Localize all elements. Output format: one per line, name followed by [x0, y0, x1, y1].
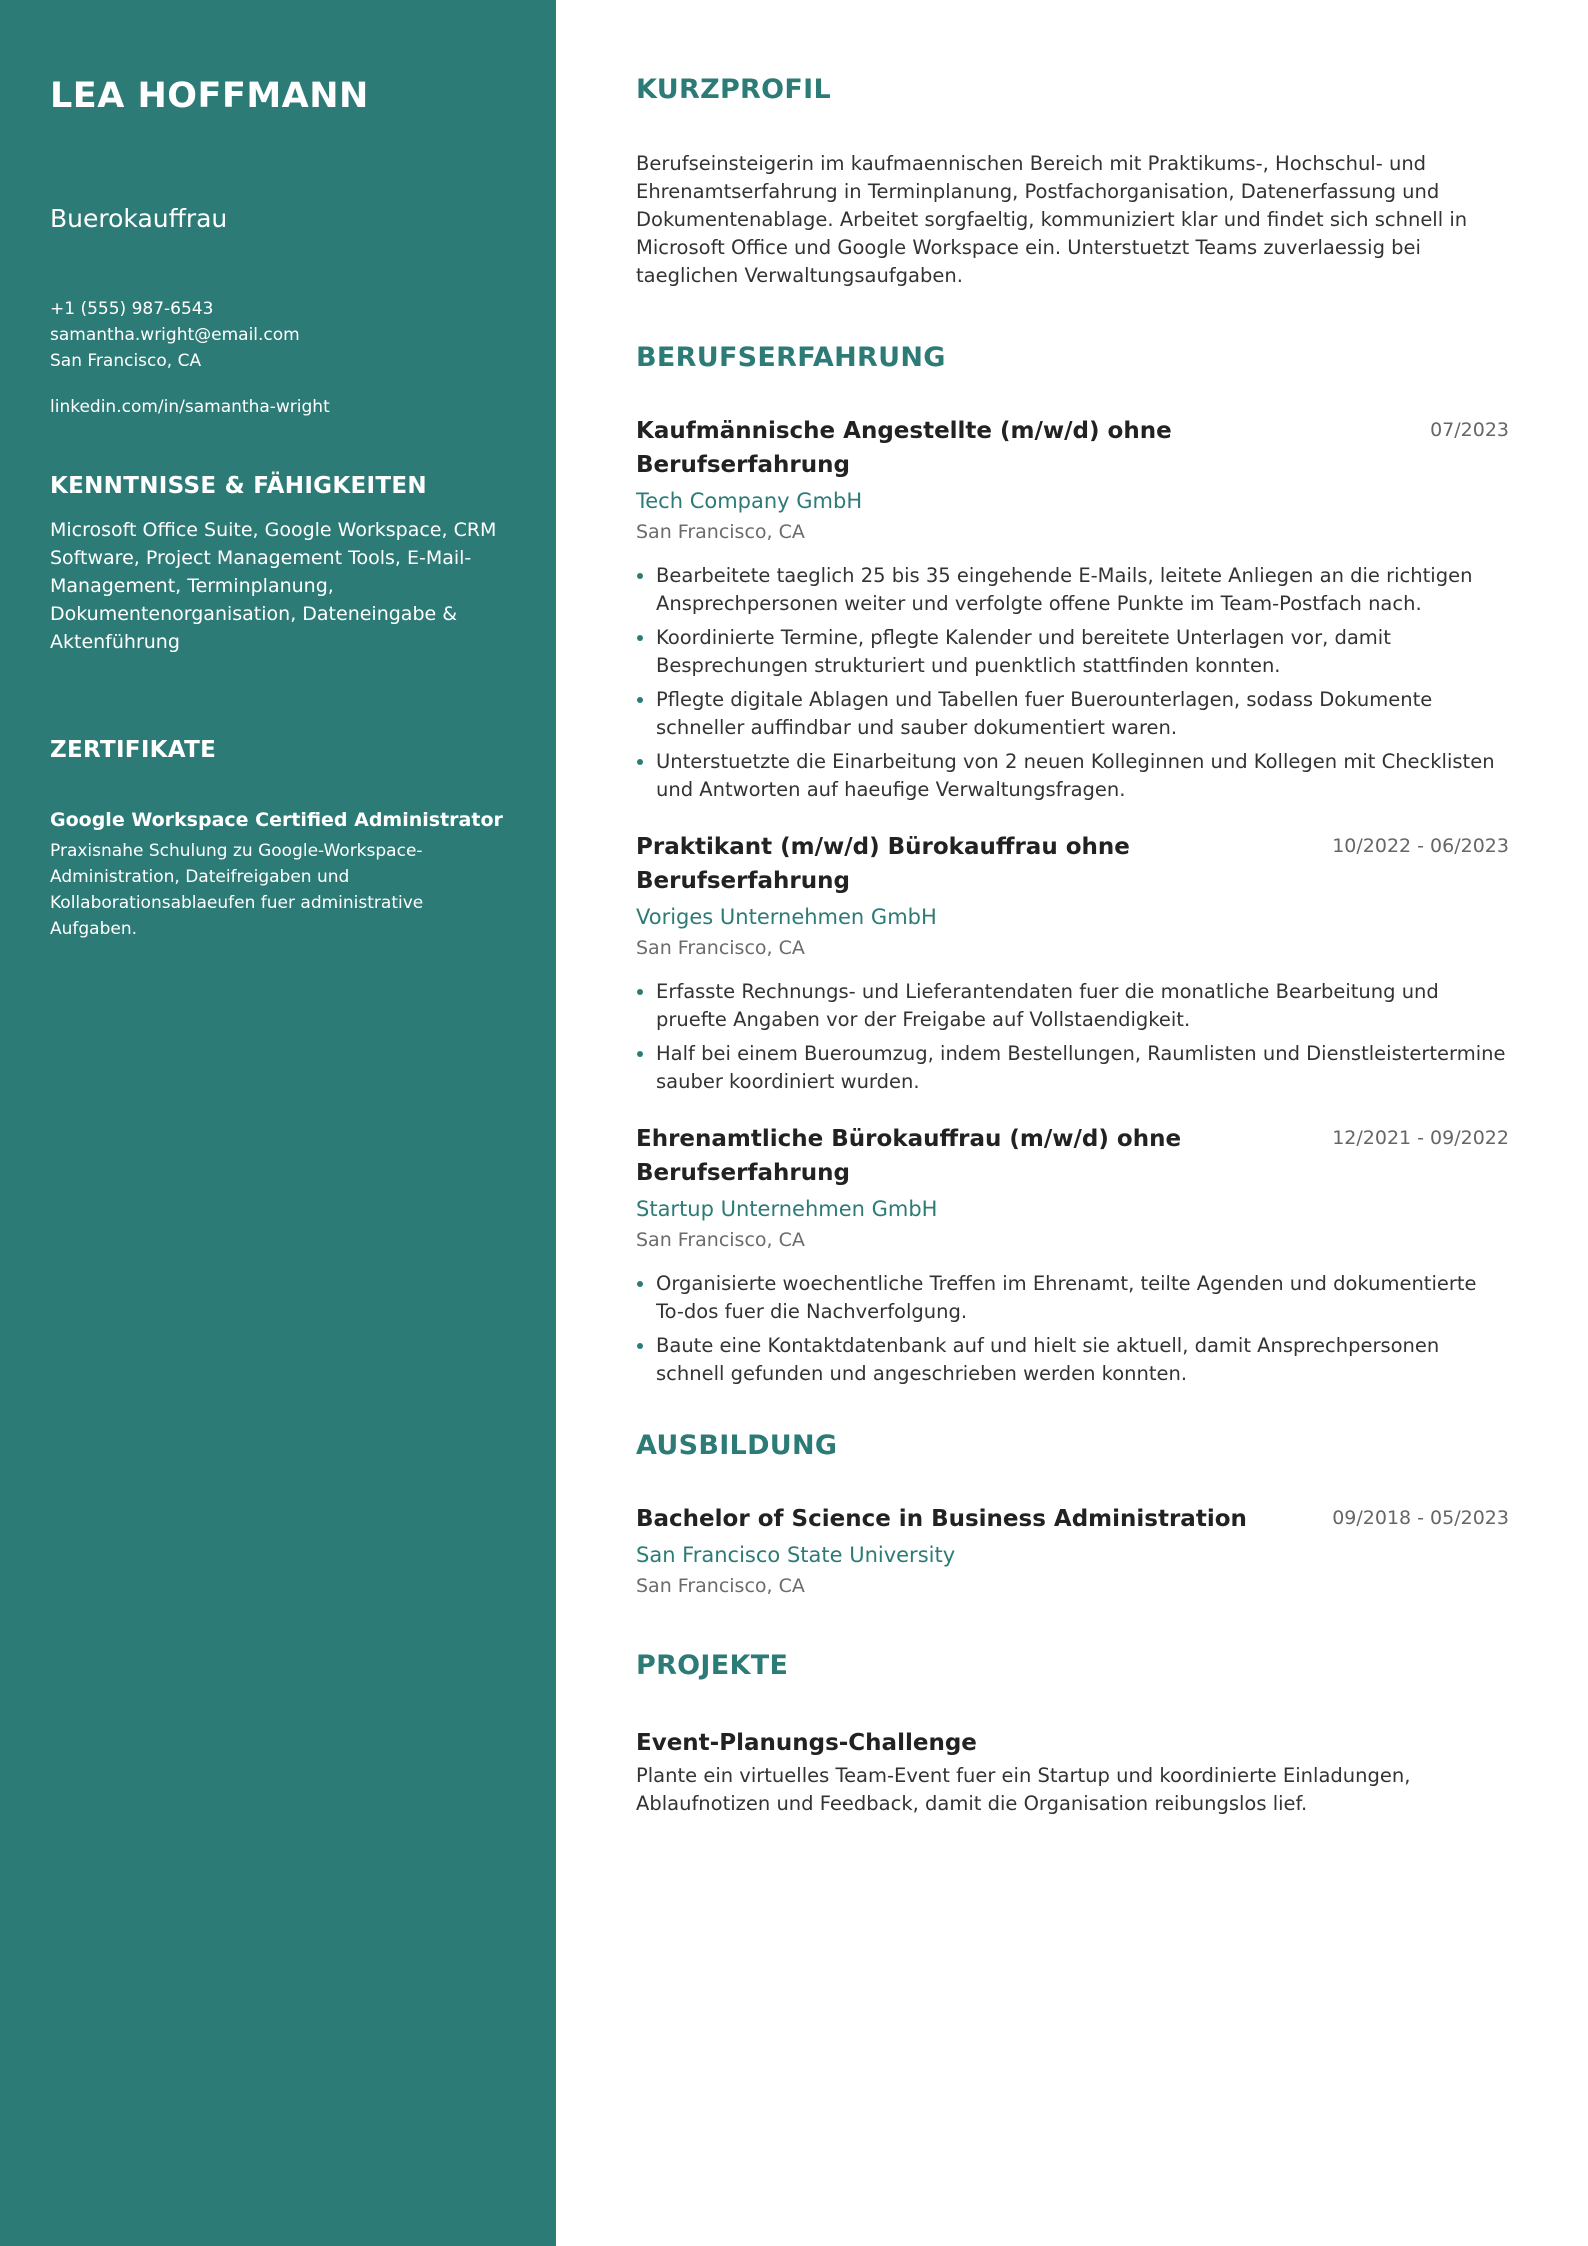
experience-heading: BERUFSERFAHRUNG — [636, 342, 946, 373]
entry-school: San Francisco State University — [636, 1543, 956, 1567]
bullet-list — [636, 978, 1509, 1096]
bullet-item: Organisierte woechentliche Treffen im Ehrenamt, teilte Agenden und dokumentierte To-dos fuer die Nachverfolgung. — [636, 1270, 1509, 1326]
skills-text: Microsoft Office Suite, Google Workspace, CRM Software, Project Management Tools, E-Mail-Management, Terminplanung, Dokumentenorganisation, Dateneingabe & Aktenführung — [50, 519, 497, 653]
contact-linkedin: linkedin.com/in/samantha-wright — [50, 397, 330, 417]
entry-company: Startup Unternehmen GmbH — [636, 1197, 938, 1221]
entry-title: Bachelor of Science in Business Administration — [636, 1506, 1247, 1532]
sidebar — [0, 0, 556, 2246]
contact-block — [50, 296, 506, 420]
contact-email: samantha.wright@email.com — [50, 325, 300, 345]
projects-section — [636, 1648, 1509, 1818]
profile-section — [636, 72, 1509, 290]
experience-entry — [636, 1122, 1509, 1388]
certificate-description: Praxisnahe Schulung zu Google-Workspace-Administration, Dateifreigaben und Kollaborationsablaeufen fuer administrative Aufgaben. — [50, 841, 424, 939]
entry-title: Praktikant (m/w/d) Bürokauffrau ohne Berufserfahrung — [636, 834, 1130, 894]
entry-company: Tech Company GmbH — [636, 489, 863, 513]
entry-location: San Francisco, CA — [636, 1575, 805, 1597]
bullet-item: Baute eine Kontaktdatenbank auf und hielt sie aktuell, damit Ansprechpersonen schnell gefunden und angeschrieben werden konnten. — [636, 1332, 1509, 1388]
bullet-list — [636, 1270, 1509, 1388]
experience-entry — [636, 414, 1509, 804]
bullet-item: Half bei einem Bueroumzug, indem Bestellungen, Raumlisten und Dienstleistertermine sauber koordiniert wurden. — [636, 1040, 1509, 1096]
candidate-name: LEA HOFFMANN — [50, 76, 369, 116]
certificates-heading: ZERTIFIKATE — [50, 737, 217, 763]
contact-location: San Francisco, CA — [50, 351, 202, 371]
education-section — [636, 1428, 1509, 1600]
entry-date: 09/2018 - 05/2023 — [1332, 1507, 1509, 1529]
entry-date: 12/2021 - 09/2022 — [1332, 1127, 1509, 1149]
bullet-item: Koordinierte Termine, pflegte Kalender und bereitete Unterlagen vor, damit Besprechungen strukturiert und puenktlich stattfinden konnten. — [636, 624, 1509, 680]
skills-heading: KENNTNISSE & FÄHIGKEITEN — [50, 473, 427, 499]
bullet-item: Unterstuetzte die Einarbeitung von 2 neuen Kolleginnen und Kollegen mit Checklisten und Antworten auf haeufige Verwaltungsfragen. — [636, 748, 1509, 804]
entry-title: Ehrenamtliche Bürokauffrau (m/w/d) ohne Berufserfahrung — [636, 1126, 1182, 1186]
project-title: Event-Planungs-Challenge — [636, 1730, 977, 1756]
bullet-list — [636, 562, 1509, 804]
profile-heading: KURZPROFIL — [636, 74, 831, 105]
experience-entry — [636, 830, 1509, 1096]
main-content — [636, 0, 1509, 1818]
contact-phone: +1 (555) 987-6543 — [50, 299, 214, 319]
profile-text: Berufseinsteigerin im kaufmaennischen Bereich mit Praktikums-, Hochschul- und Ehrenamtserfahrung in Terminplanung, Postfachorganisation, Datenerfassung und Dokumentenablage. Arbeitet sorgfaeltig, kommuniziert klar und findet sich schnell in Microsoft Office und Google Workspace ein. Unterstuetzt Teams zuverlaessig bei taeglichen Verwaltungsaufgaben. — [636, 152, 1468, 287]
bullet-item: Pflegte digitale Ablagen und Tabellen fuer Buerounterlagen, sodass Dokumente schneller auffindbar und sauber dokumentiert waren. — [636, 686, 1509, 742]
education-heading: AUSBILDUNG — [636, 1430, 838, 1461]
education-entry — [636, 1502, 1509, 1600]
entry-date: 07/2023 — [1430, 419, 1509, 441]
job-title: Buerokauffrau — [50, 204, 228, 233]
experience-section — [636, 340, 1509, 1388]
entry-title: Kaufmännische Angestellte (m/w/d) ohne Berufserfahrung — [636, 418, 1172, 478]
bullet-item: Bearbeitete taeglich 25 bis 35 eingehende E-Mails, leitete Anliegen an die richtigen Ansprechpersonen weiter und verfolgte offene Punkte im Team-Postfach nach. — [636, 562, 1509, 618]
projects-heading: PROJEKTE — [636, 1650, 789, 1681]
entry-location: San Francisco, CA — [636, 1229, 805, 1251]
bullet-item: Erfasste Rechnungs- und Lieferantendaten fuer die monatliche Bearbeitung und pruefte Angaben vor der Freigabe auf Vollstaendigkeit. — [636, 978, 1509, 1034]
entry-company: Voriges Unternehmen GmbH — [636, 905, 937, 929]
entry-date: 10/2022 - 06/2023 — [1332, 835, 1509, 857]
certificate-title: Google Workspace Certified Administrator — [50, 809, 503, 831]
entry-location: San Francisco, CA — [636, 521, 805, 543]
entry-location: San Francisco, CA — [636, 937, 805, 959]
project-description: Plante ein virtuelles Team-Event fuer ein Startup und koordinierte Einladungen, Ablaufnotizen und Feedback, damit die Organisation reibungslos lief. — [636, 1764, 1411, 1815]
